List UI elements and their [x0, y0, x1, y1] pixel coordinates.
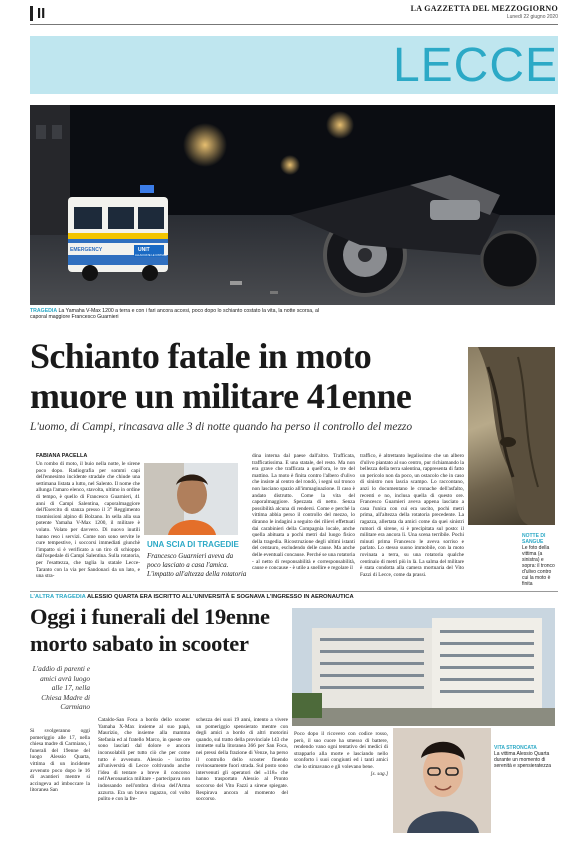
dateline: Lunedì 22 giugno 2020: [506, 14, 558, 20]
story2-kicker-rest: ALESSIO QUARTA ERA ISCRITTO ALL'UNIVERSITÀ E SOGNAVA L'INGRESSO IN AERONAUTICA: [87, 594, 354, 600]
section-title: LECCE: [392, 39, 558, 92]
story1-column-3: traffico, è altrettanto legalissimo che un albero d'ulivo piantato al suo centro, pur richiamando la bellezza della terra salentina, rappresenta di fatto un pericolo non da poco, un ostacolo che in caso di sinistro non lascia scampo. Lo raccontano, anzi lo documentano le cronache dell'asfalto, recenti e no, inclusa quella di questo ore. Francesco Guarnieri aveva appena lasciato a casa l'unica con cui era uscito, pochi metri prima, all'altezza della rotatoria precedente. La ragazza, allertata da amici come da quei sinistri rumori di sirene, si è precipitata sul posto: il militare era ancora lì. Una scena terribile. Pochi minuti prima Francesco le aveva sorriso e parlato. Lo stesso suono immobile, con la moto rovinata a terra, su una rotatoria qualche centinaio di metri più in là. La salma del militare è stata condotta alla camera mortuaria del Vito Fazzi di Lecce, come da prassi.: [360, 453, 464, 578]
masthead: LA GAZZETTA DEL MEZZOGIORNO: [410, 4, 558, 13]
alessio-portrait: [393, 728, 491, 833]
alessio-caption-text: La vittima Alessio Quarta durante un momento di serenità e spensieratezza: [494, 751, 551, 769]
hospital-photo: [292, 608, 555, 726]
headline-main-line-2: muore un militare 41enne: [30, 376, 412, 416]
hospital-illustration: [292, 608, 555, 726]
tree-caption-text: Le foto della vittima (a sinistra) e sopra: il tronco d'ulivo contro cui la moto è finita: [522, 545, 555, 587]
story2-column-2-spacer: [98, 612, 190, 717]
story2-column-2-wrap: [98, 612, 190, 836]
olive-trunk-illustration: [468, 347, 555, 525]
story2-kicker-label: L'ALTRA TRAGEDIA: [30, 594, 86, 600]
story1-column-2: dina interna dal paese dall'altro. Trafficata, trafficatissima. E una statale, del resto. Ma non era grave che trafficata a quell'ora, le tre del mattino. La moto è finita contro l'albero d'ulivo che insiste al centro del rondò, i segni sul tronco non lasciano spazio all'immaginazione. Il caso è andato distrutto. Come la vita del caporalmaggiore. Spezzata di netto. Senza possibilità alcuna di rendersi. Come e perché la vittima abbia perso il controllo del mezzo, lo diranno le indagini a seguito dei rilievi effettuati dai carabinieri della Compagnia locale, anche quella abituata a pochi metri dal luogo fisico della tragedia. Ricostruzione degli ultimi istanti del centauro, escludendo delle cause. Ma anche delle eventuali concause. Perché se una rotatoria - al netto di responsabilità e corresponsabilità, cause e concause - è utile a snellire e regolare il: [252, 453, 355, 572]
story2-column-3: schezza dei suoi 19 anni, intento a vivere un pomeriggio spensierato mentre con degli amici a bordo di altri motorini quando, sul tratto della provinciale 143 che immette sulla litoranea 366 per San Foca, nei pressi della frazione di Venze, ha perso il controllo dello scooter finendo rovinosamente fuori strada. Sul posto sono intervenuti gli operatori del «118» che hanno trasportato Alessio al Pronto soccorso del Vito Fazzi a sirene spiegate. Respirava ancora al momento del soccorso.: [196, 717, 288, 803]
alessio-caption-kicker: VITA STRONCATA: [494, 745, 537, 751]
signature: [s. sag.]: [370, 770, 388, 777]
victim-photo: [144, 463, 238, 535]
tree-caption-kicker: NOTTE DI SANGUE: [522, 533, 546, 545]
subheadline-main: L'uomo, di Campi, rincasava alle 3 di notte quando ha perso il controllo del mezzo: [30, 421, 413, 433]
page-number: II: [30, 6, 45, 21]
main-photo-caption: [30, 308, 330, 321]
alessio-photo: [393, 728, 491, 833]
caption-text: La Yamaha V-Max 1200 a terra e con i fari ancora accesi, poco dopo lo schianto costato la vita, la notte scorsa, al caporal maggiore Francesco Guarnieri: [30, 308, 320, 321]
story2-column-2: Cataldo-San Foca a bordo dello scooter Yamaha X-Max insieme al suo papà, Maurizio, che insieme alla mamma Stefania ed al fratello Marco, in queste ore sono lasciati dal dolore e ancora inconsolabili per tutto ciò che per come tutto è avvenuto. Alessio - iscritto all'università di Lecce coltivando anche l'idea di tentare a breve il concorso nell'Aeronautica militare - partecipava non indossando nell'ombra divisa dell'Arma azzurra. Era un bravo ragazzo, col volto pulito e con la fre-: [98, 717, 190, 803]
story2-kicker: [30, 594, 354, 600]
ambulance-label-cinture: ALLACCIATE LE CINTURE: [135, 254, 167, 257]
headline-story2-line-1: Oggi i funerali del 19enne: [30, 604, 270, 629]
ambulance: [68, 185, 168, 281]
victim-portrait: [144, 463, 238, 535]
tree-photo-caption: [522, 533, 555, 587]
alessio-photo-caption: [494, 745, 554, 769]
caption-kicker: TRAGEDIA: [30, 308, 58, 314]
crash-scene-illustration: [30, 105, 555, 305]
ambulance-label-unit: UNIT: [138, 247, 150, 253]
crash-scene-photo: [30, 105, 555, 305]
story2-column-4: Poco dopo il ricovero con codice rosso, però, il suo cuore ha smesso di battere, rendendo vano ogni tentativo dei medici di strapparlo alla morte e lasciando nello sconforto i suoi congiunti ed i tanti amici che lo stimavano e gli volevano bene.: [294, 731, 388, 770]
byline: FABIANA PACELLA: [36, 453, 88, 459]
headline-story2-line-2: morto sabato in scooter: [30, 631, 249, 656]
story1-column-1: Un rombo di moto, il buio nella notte, le sirene poco dopo. Radiografia per sommi capi dell'ennesimo incidente stradale che chiude una settimana listata a lutto, nel Salento. Il nome che allunga l'amaro elenco, stavolta, ultimo in ordine di tempo, è quello di Francesco Guarnieri, 41 anni di Campi Salentina, caporalmaggiore dell'Esercito di stanza presso il 3° Reggimento trasmissioni alpino di Bolzano. In sella alla sua potente Yamaha V-Max 1200, il militare è volato. Volato per davvero. Di nuovo inutili hanno reso i servizi. Come non sono servite le cure tempestive, i soccorsi immediati giunchè l'impatto si è verificato a un tiro di schioppo dall'ospedale di Campi Salentina. Sulla rotatoria, per l'esattezza, che taglia la statale Lecce-Taranto con la via per Sandonaci da un lato, e una stra-: [36, 461, 140, 580]
olive-tree-photo: [468, 347, 555, 525]
story2-column-4-wrap: [294, 731, 388, 836]
story2-column-1: Si svolgeranno oggi pomeriggio alle 17, nella chiesa madre di Carmiano, i funerali del 19enne del luogo Alessio Quarta, vittima di un incidente avvenuto poco dopo le 16 di avantieri mentre si accingeva ad imboccare la litoranea San: [30, 728, 90, 794]
headline-main-line-1: Schianto fatale in moto: [30, 336, 372, 376]
sidebar-title: UNA SCIA DI TRAGEDIE: [147, 540, 239, 549]
pull-quote: L'addio di parenti e amici avrà luogo alle 17, nella Chiesa Madre di Carmiano: [32, 664, 90, 711]
story-divider: [30, 591, 558, 592]
ambulance-label-emergency: EMERGENCY: [70, 247, 103, 253]
headline-main: [30, 336, 411, 416]
header-rule: [30, 24, 558, 25]
sidebar-text: Francesco Guarnieri aveva da poco lasciato a casa l'amica. L'impatto all'altezza della rotatoria: [147, 552, 247, 578]
